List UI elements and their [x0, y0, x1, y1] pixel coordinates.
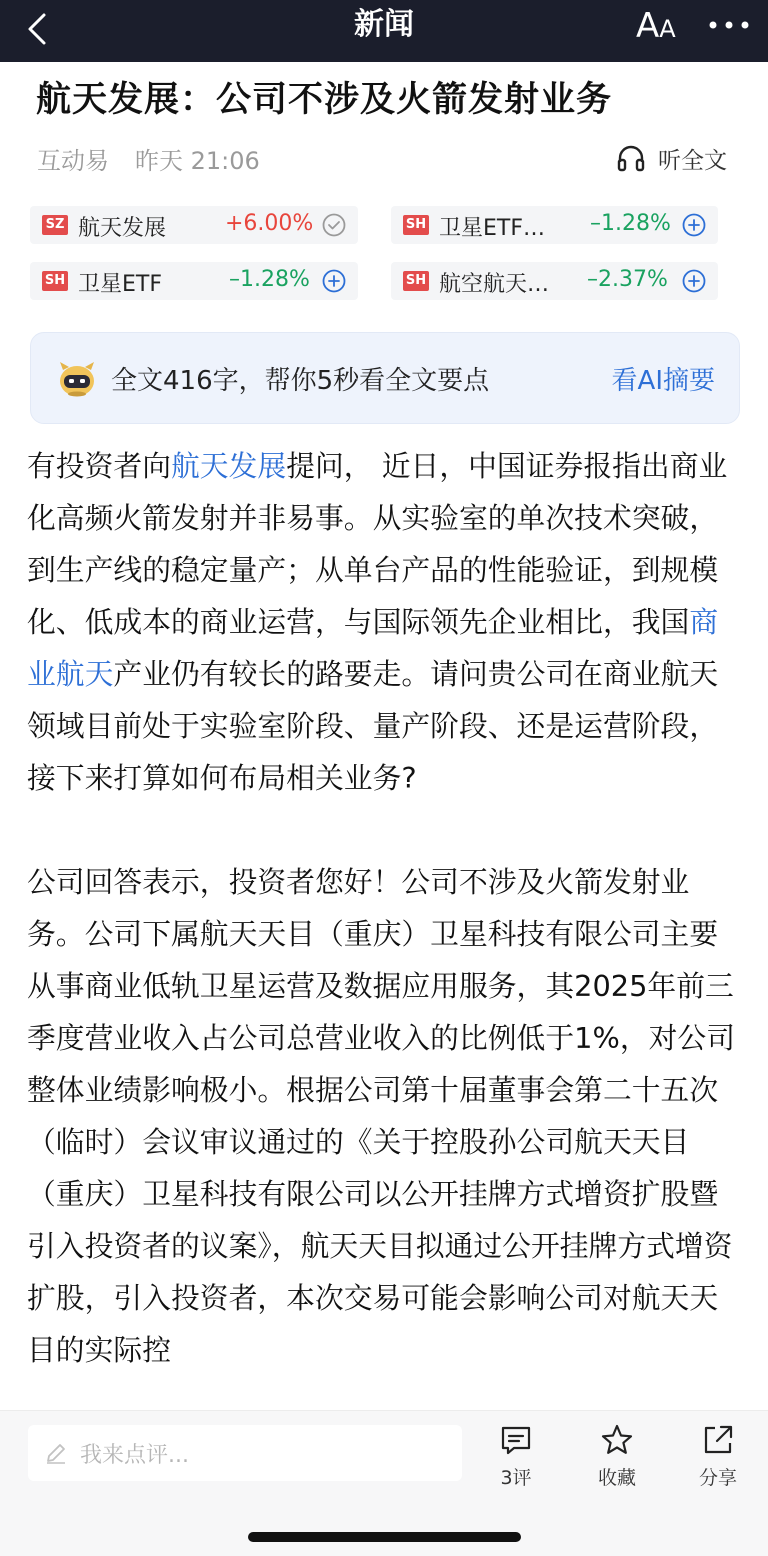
paragraph-text: 有投资者向: [27, 449, 171, 483]
market-badge: SH: [42, 271, 68, 291]
share-icon: [701, 1423, 735, 1457]
listen-button[interactable]: [616, 138, 727, 178]
stock-name: 卫星ETF…: [439, 216, 545, 241]
stock-change: +6.00%: [225, 211, 314, 236]
pencil-icon: [44, 1441, 68, 1465]
plus-circle-icon[interactable]: [682, 269, 706, 293]
chevron-left-icon: [20, 11, 56, 47]
market-badge: SH: [403, 271, 429, 291]
favorite-label: 收藏: [597, 1467, 636, 1489]
share-label: 分享: [698, 1467, 737, 1489]
headphones-icon: [616, 143, 646, 173]
font-size-glyph-large: A: [636, 6, 660, 46]
stock-change: –1.28%: [590, 211, 671, 236]
article-paragraph: 公司回答表示，投资者您好！公司不涉及火箭发射业务。公司下属航天天目（重庆）卫星科技有限公司主要从事商业低轨卫星运营及数据应用服务，其2025年前三季度营业收入占公司总营业收入的比例低于1%，对公司整体业绩影响极小。根据公司第十届董事会第二十五次（临时）会议审议通过的《关于控股孙公司航天天目（重庆）卫星科技有限公司以公开挂牌方式增资扩股暨引入投资者的议案》，航天天目拟通过公开挂牌方式增资扩股，引入投资者，本次交易可能会影响公司对航天天目的实际控: [27, 865, 736, 1367]
topic-link[interactable]: 商业航天: [27, 605, 719, 691]
share-button[interactable]: [678, 1423, 758, 1493]
stock-link[interactable]: 航天发展: [171, 449, 287, 483]
ai-summary-text: 全文416字，帮你5秒看全文要点: [111, 366, 490, 396]
more-dots-icon: [706, 12, 752, 38]
favorite-button[interactable]: [577, 1423, 657, 1493]
plus-circle-icon[interactable]: [682, 213, 706, 237]
stock-name: 卫星ETF: [78, 272, 162, 297]
article-paragraph: [27, 440, 743, 804]
stock-change: –1.28%: [229, 267, 310, 292]
market-badge: SZ: [42, 215, 68, 235]
listen-label: 听全文: [658, 147, 727, 174]
comment-input[interactable]: [28, 1425, 462, 1481]
article-body: [27, 440, 743, 1376]
plus-circle-icon[interactable]: [322, 269, 346, 293]
comments-label: 3评: [500, 1467, 532, 1489]
paragraph-text: 产业仍有较长的路要走。请问贵公司在商业航天领域目前处于实验室阶段、量产阶段、还是运营阶段，接下来打算如何布局相关业务?: [27, 657, 719, 795]
top-nav-bar: [0, 0, 768, 62]
font-size-button[interactable]: [636, 8, 680, 46]
stock-change: –2.37%: [587, 267, 668, 292]
stock-name: 航空航天…: [439, 272, 550, 297]
article-time: 昨天 21:06: [135, 147, 260, 175]
comment-icon: [499, 1423, 533, 1457]
ai-summary-banner[interactable]: [30, 332, 740, 424]
check-circle-icon[interactable]: [322, 213, 346, 237]
nav-title: 新闻: [354, 7, 414, 42]
stock-chip[interactable]: [30, 262, 358, 300]
font-size-glyph-small: A: [659, 15, 676, 43]
home-indicator[interactable]: [248, 1532, 521, 1542]
comment-placeholder: 我来点评...: [80, 1443, 189, 1468]
article-source: 互动易: [37, 147, 109, 175]
paragraph-text: 提问， 近日，中国证券报指出商业化高频火箭发射并非易事。从实验室的单次技术突破，到生产线的稳定量产；从单台产品的性能验证，到规模化、低成本的商业运营，与国际领先企业相比，我国: [27, 449, 728, 639]
ai-summary-link[interactable]: 看AI摘要: [611, 366, 715, 396]
stock-name: 航天发展: [78, 216, 167, 241]
market-badge: SH: [403, 215, 429, 235]
article-title: 航天发展：公司不涉及火箭发射业务: [36, 80, 613, 120]
comments-button[interactable]: [476, 1423, 556, 1493]
stock-chip[interactable]: [30, 206, 358, 244]
stock-chip[interactable]: [391, 262, 718, 300]
star-icon: [600, 1423, 634, 1457]
more-button[interactable]: [706, 12, 752, 38]
robot-icon: [57, 360, 97, 398]
back-button[interactable]: [20, 11, 56, 47]
stock-chip[interactable]: [391, 206, 718, 244]
